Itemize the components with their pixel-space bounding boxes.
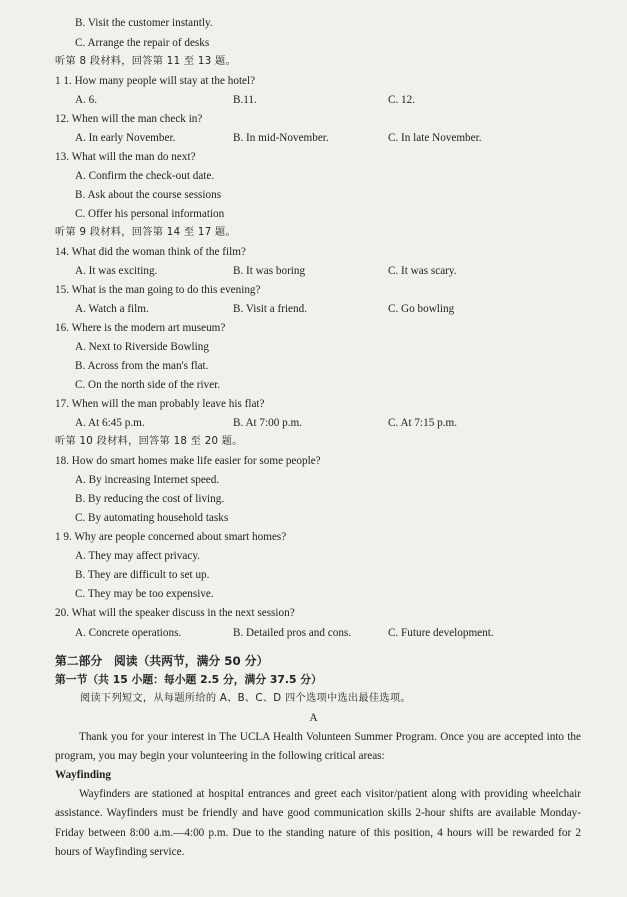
q18-option-c: C. By automating household tasks — [75, 512, 229, 524]
passage-intro-text: Thank you for your interest in The UCLA Health Volunteen Summer Program. Once you are accepted into the program, you may begin your volunteering in the following critical areas: — [55, 731, 581, 763]
q17-option-a: A. At 6:45 p.m. — [75, 417, 145, 429]
q14-option-a: A. It was exciting. — [75, 265, 158, 277]
q18-stem: 18. How do smart homes make life easier for some people? — [55, 455, 321, 467]
passage-label: A — [309, 712, 318, 724]
q16-option-b: B. Across from the man's flat. — [75, 360, 209, 372]
reading-part-title: 第二部分 阅读（共两节，满分 50 分） — [55, 654, 269, 668]
q14-option-b: B. It was boring — [233, 265, 306, 277]
q17-stem: 17. When will the man probably leave his flat? — [55, 398, 265, 410]
q19-option-a: A. They may affect privacy. — [75, 550, 200, 562]
q17-option-b: B. At 7:00 p.m. — [233, 417, 302, 429]
q14-stem: 14. What did the woman think of the film? — [55, 246, 246, 258]
q14-option-c: C. It was scary. — [388, 265, 457, 277]
q12-stem: 12. When will the man check in? — [55, 113, 203, 125]
q19-option-b: B. They are difficult to set up. — [75, 569, 210, 581]
q10-option-b: B. Visit the customer instantly. — [75, 17, 213, 29]
q15-option-b: B. Visit a friend. — [233, 303, 308, 315]
passage-10-instruction: 听第 10 段材料，回答第 18 至 20 题。 — [55, 436, 243, 447]
q20-option-c: C. Future development. — [388, 627, 494, 639]
passage-intro — [55, 728, 581, 767]
wayfinding-text: Wayfinders are stationed at hospital entrances and greet each visitor/patient along with providing wheelchair assistance. Wayfinders must be friendly and have good communication skills 2-hour shifts are available Monday-Friday between 8:00 a.m.—4:00 p.m. Due to the standing nature of this position, 4 hours will be rewarded for 2 hours of Wayfinding service. — [55, 788, 581, 859]
q13-stem: 13. What will the man do next? — [55, 151, 196, 163]
passage-8-instruction: 听第 8 段材料，回答第 11 至 13 题。 — [55, 56, 236, 67]
q12-option-a: A. In early November. — [75, 132, 176, 144]
q15-option-c: C. Go bowling — [388, 303, 455, 315]
q11-option-a: A. 6. — [75, 94, 98, 106]
q13-option-a: A. Confirm the check-out date. — [75, 170, 215, 182]
reading-section-title: 第一节（共 15 小题：每小题 2.5 分，满分 37.5 分） — [55, 673, 322, 686]
q13-option-c: C. Offer his personal information — [75, 208, 225, 220]
reading-instruction: 阅读下列短文，从每题所给的 A、B、C、D 四个选项中选出最佳选项。 — [80, 693, 411, 704]
q19-option-c: C. They may be too expensive. — [75, 588, 214, 600]
q20-stem: 20. What will the speaker discuss in the next session? — [55, 607, 295, 619]
q11-stem: 1 1. How many people will stay at the hotel? — [55, 75, 256, 87]
q15-option-a: A. Watch a film. — [75, 303, 149, 315]
q13-option-b: B. Ask about the course sessions — [75, 189, 222, 201]
q16-option-c: C. On the north side of the river. — [75, 379, 221, 391]
q15-stem: 15. What is the man going to do this evening? — [55, 284, 261, 296]
q12-option-b: B. In mid-November. — [233, 132, 329, 144]
q16-stem: 16. Where is the modern art museum? — [55, 322, 226, 334]
q11-option-b: B.11. — [233, 94, 257, 106]
passage-9-instruction: 听第 9 段材料，回答第 14 至 17 题。 — [55, 227, 236, 238]
q20-option-b: B. Detailed pros and cons. — [233, 627, 352, 639]
q20-option-a: A. Concrete operations. — [75, 627, 182, 639]
q11-option-c: C. 12. — [388, 94, 416, 106]
q10-option-c: C. Arrange the repair of desks — [75, 37, 210, 49]
q18-option-b: B. By reducing the cost of living. — [75, 493, 225, 505]
q16-option-a: A. Next to Riverside Bowling — [75, 341, 209, 353]
wayfinding-paragraph — [55, 785, 581, 863]
q12-option-c: C. In late November. — [388, 132, 482, 144]
q18-option-a: A. By increasing Internet speed. — [75, 474, 220, 486]
q17-option-c: C. At 7:15 p.m. — [388, 417, 457, 429]
q19-stem: 1 9. Why are people concerned about smart homes? — [55, 531, 287, 543]
wayfinding-heading: Wayfinding — [55, 769, 111, 781]
